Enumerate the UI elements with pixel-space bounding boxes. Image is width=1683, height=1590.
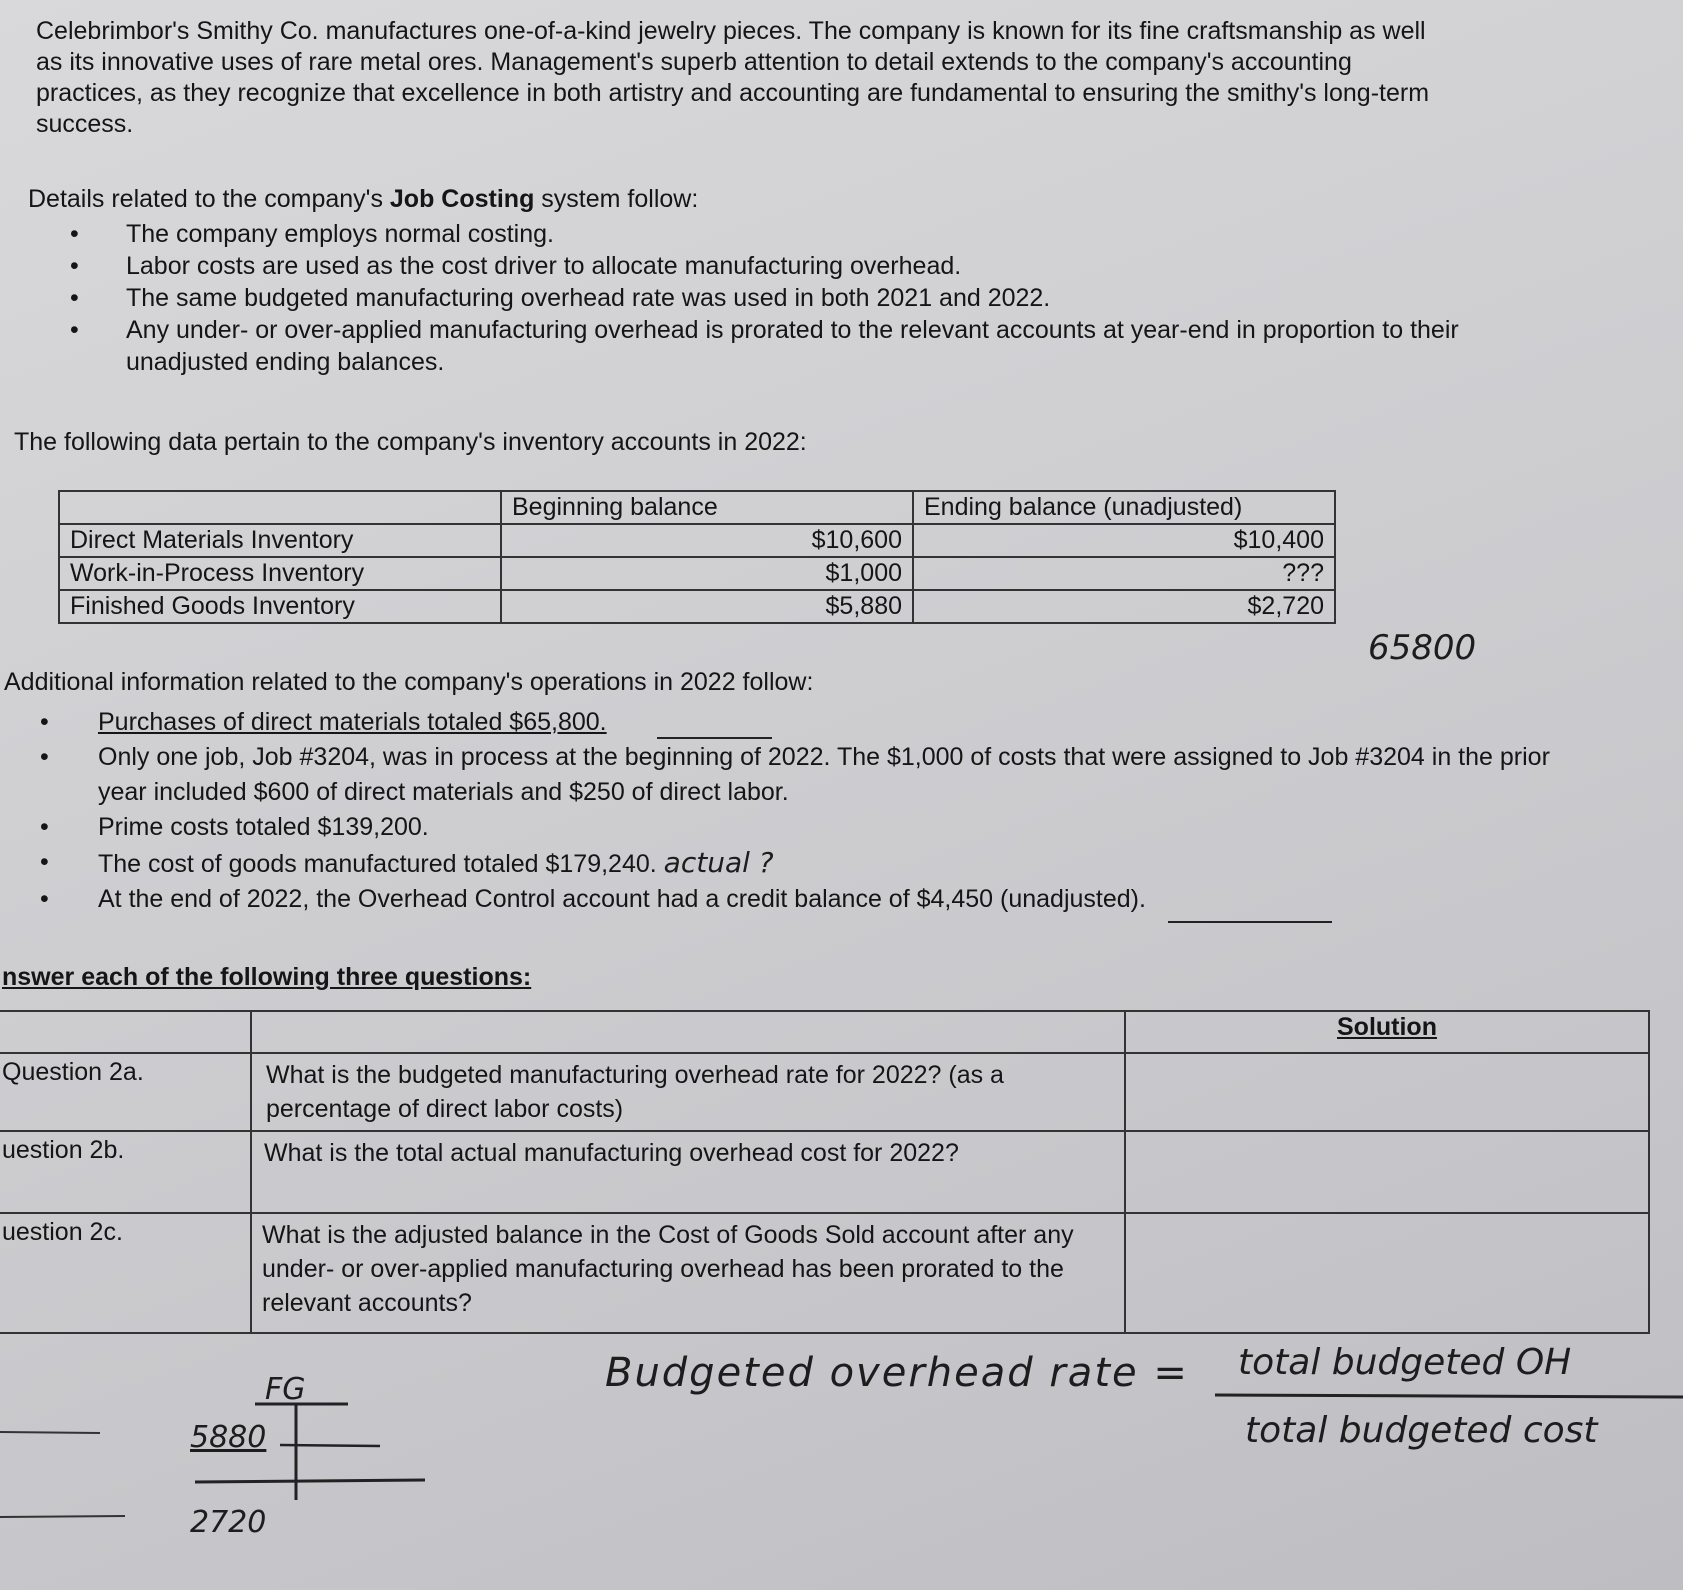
left-stray-line [0, 1432, 100, 1433]
inventory-row-label: Direct Materials Inventory [59, 524, 501, 557]
formula-fraction-bar [1215, 1395, 1683, 1397]
solution-header: Solution [1125, 1011, 1649, 1053]
details-item: • The company employs normal costing. [70, 218, 1560, 250]
inventory-header-begin: Beginning balance [501, 491, 913, 524]
question-text: What is the adjusted balance in the Cost of Goods Sold account after any under- or over-applied manufacturing overhead has been prorated to the relevant accounts? [251, 1213, 1125, 1333]
question-label: uestion 2b. [0, 1131, 251, 1213]
inventory-row-label: Finished Goods Inventory [59, 590, 501, 623]
inventory-row-begin: $5,880 [501, 590, 913, 623]
inventory-row-begin: $1,000 [501, 557, 913, 590]
handwritten-formula-denominator: total budgeted cost [1245, 1410, 1598, 1451]
handwritten-t-account-title: FG [265, 1372, 306, 1407]
handwritten-purchases-note: 65800 [1368, 628, 1477, 668]
t-account-total-line [195, 1480, 425, 1482]
inventory-row-end: $2,720 [913, 590, 1335, 623]
handwritten-formula-numerator: total budgeted OH [1238, 1342, 1572, 1383]
answer-heading: nswer each of the following three questions: [2, 963, 532, 991]
additional-item: • At the end of 2022, the Overhead Control account had a credit balance of $4,450 (unadjusted). [40, 882, 1600, 917]
details-heading-post: system follow: [534, 185, 699, 213]
additional-item: • Only one job, Job #3204, was in process at the beginning of 2022. The $1,000 of costs that were assigned to Job #3204 in the prior year included $600 of direct materials and $250 of direct labor. [40, 740, 1600, 810]
left-stray-line-2 [0, 1516, 125, 1517]
details-heading-pre: Details related to the company's [28, 185, 390, 213]
question-label: uestion 2c. [0, 1213, 251, 1333]
handwritten-t-account-bottom: 2720 [190, 1505, 267, 1540]
handwritten-formula-left: Budgeted overhead rate = [605, 1350, 1189, 1396]
additional-item-text: The cost of goods manufactured totaled $179,240. [98, 850, 657, 878]
additional-heading: Additional information related to the company's operations in 2022 follow: [4, 668, 814, 696]
inventory-row-end: $10,400 [913, 524, 1335, 557]
inventory-row-begin: $10,600 [501, 524, 913, 557]
additional-item-text: Purchases of direct materials totaled $65,800. [98, 708, 607, 736]
additional-item: • Prime costs totaled $139,200. [40, 810, 1600, 845]
intro-paragraph: Celebrimbor's Smithy Co. manufactures one-of-a-kind jewelry pieces. The company is known for its fine craftsmanship as well as its innovative uses of rare metal ores. Management's superb attention to detail extends to the company's accounting practices, as they recognize that excellence in both artistry and accounting are fundamental to ensuring the smithy's long-term success. [36, 17, 1430, 138]
question-text: What is the total actual manufacturing overhead cost for 2022? [251, 1131, 1125, 1213]
inventory-row-label: Work-in-Process Inventory [59, 557, 501, 590]
details-item: • The same budgeted manufacturing overhead rate was used in both 2021 and 2022. [70, 282, 1560, 314]
t-account-cross-line [280, 1445, 380, 1446]
details-heading-bold: Job Costing [389, 185, 535, 213]
inventory-row-end: ??? [913, 557, 1335, 590]
inventory-header-end: Ending balance (unadjusted) [913, 491, 1335, 524]
question-label: Question 2a. [0, 1053, 251, 1131]
details-item: • Any under- or over-applied manufacturing overhead is prorated to the relevant accounts at year-end in proportion to their unadjusted ending balances. [70, 314, 1560, 378]
inventory-intro: The following data pertain to the company's inventory accounts in 2022: [14, 428, 807, 456]
handwritten-t-account-debit: 5880 [190, 1420, 267, 1455]
handwritten-actual-note: actual ? [663, 846, 774, 879]
details-item: • Labor costs are used as the cost driver to allocate manufacturing overhead. [70, 250, 1560, 282]
question-text: What is the budgeted manufacturing overhead rate for 2022? (as a percentage of direct labor costs) [251, 1053, 1125, 1131]
